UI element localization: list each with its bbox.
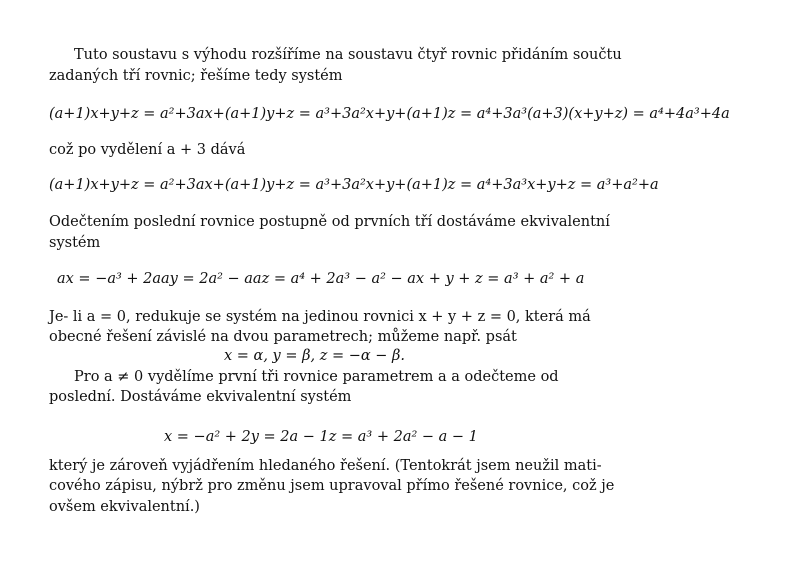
- paragraph-6-line-2: cového zápisu, nýbrž pro změnu jsem upravoval přímo řešené rovnice, což je: [49, 478, 615, 494]
- paragraph-6-line-3: ovšem ekvivalentní.): [49, 499, 200, 515]
- paragraph-5-line-1: Pro a ≠ 0 vydělíme první tři rovnice parametrem a a odečteme od: [74, 369, 559, 385]
- paragraph-3-line-2: systém: [49, 235, 101, 251]
- paragraph-1-line-2: zadaných tří rovnic; řešíme tedy systém: [49, 68, 343, 84]
- equation-system-1: (a+1)x+y+z = a²+3ax+(a+1)y+z = a³+3a²x+y+(a+1)z = a⁴+3a³(a+3)(x+y+z) = a⁴+4a³+4a: [49, 106, 730, 122]
- paragraph-3-line-1: Odečtením poslední rovnice postupně od prvních tří dostáváme ekvivalentní: [49, 214, 610, 230]
- paragraph-5-line-2: poslední. Dostáváme ekvivalentní systém: [49, 389, 352, 405]
- paragraph-4-line-1: Je- li a = 0, redukuje se systém na jedinou rovnici x + y + z = 0, která má: [49, 309, 591, 325]
- equation-system-2: (a+1)x+y+z = a²+3ax+(a+1)y+z = a³+3a²x+y+(a+1)z = a⁴+3a³x+y+z = a³+a²+a: [49, 177, 659, 193]
- paragraph-2: což po vydělení a + 3 dává: [49, 142, 246, 158]
- equation-system-4: x = −a² + 2y = 2a − 1z = a³ + 2a² − a − 1: [164, 429, 478, 445]
- paragraph-4-line-2: obecné řešení závislé na dvou parametrech; můžeme např. psát: [49, 329, 517, 345]
- paragraph-1-line-1: Tuto soustavu s výhodu rozšíříme na soustavu čtyř rovnic přidáním součtu: [74, 47, 622, 63]
- equation-parametric-solution: x = α, y = β, z = −α − β.: [224, 348, 406, 364]
- paragraph-6-line-1: který je zároveň vyjádřením hledaného řešení. (Tentokrát jsem neužil mati-: [49, 458, 602, 474]
- equation-system-3: ax = −a³ + 2aay = 2a² − aaz = a⁴ + 2a³ − a² − ax + y + z = a³ + a² + a: [57, 271, 585, 287]
